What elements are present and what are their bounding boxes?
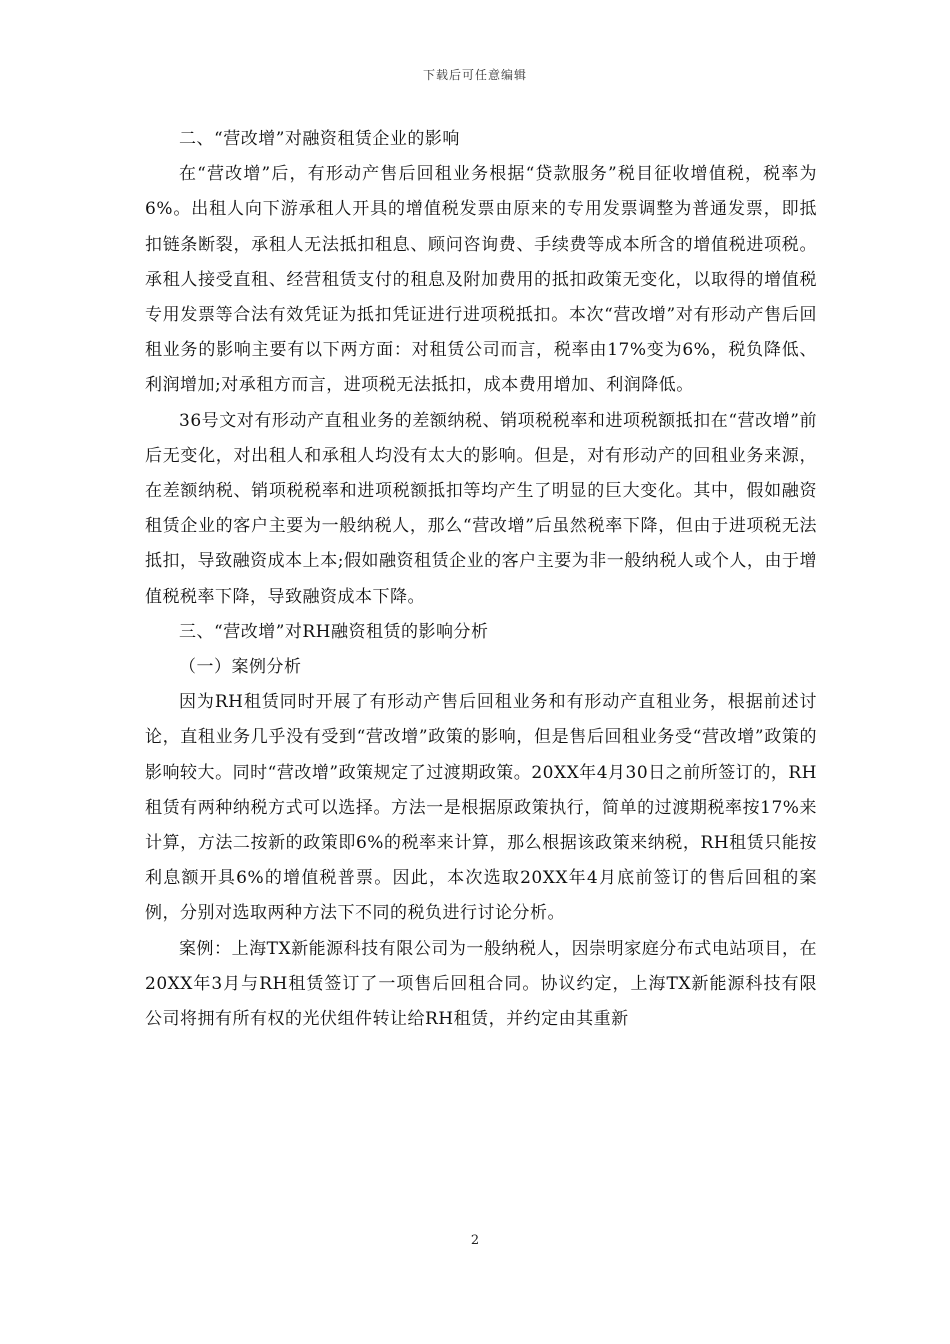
paragraph-vat-impact: 在“营改增”后，有形动产售后回租业务根据“贷款服务”税目征收增值税，税率为6%。出租人向下游承租人开具的增值税发票由原来的专用发票调整为普通发票，即抵扣链条断裂，承租人无法抵扣租息、顾问咨询费、手续费等成本所含的增值税进项税。承租人接受直租、经营租赁支付的租息及附加费用的抵扣政策无变化，以取得的增值税专用发票等合法有效凭证为抵扣凭证进行进项税抵扣。本次“营改增”对有形动产售后回租业务的影响主要有以下两方面：对租赁公司而言，税率由17%变为6%，税负降低、利润增加;对承租方而言，进项税无法抵扣，成本费用增加、利润降低。: [145, 164, 817, 396]
section-heading-3: 三、“营改增”对RH融资租赁的影响分析: [179, 621, 489, 642]
paragraph-rh-leasing: 因为RH租赁同时开展了有形动产售后回租业务和有形动产直租业务，根据前述讨论，直租业务几乎没有受到“营改增”政策的影响，但是售后回租业务受“营改增”政策的影响较大。同时“营改增”政策规定了过渡期政策。20XX年4月30日之前所签订的，RH租赁有两种纳税方式可以选择。方法一是根据原政策执行，简单的过渡期税率按17%来计算，方法二按新的政策即6%的税率来计算，那么根据该政策来纳税，RH租赁只能按利息额开具6%的增值税普票。因此，本次选取20XX年4月底前签订的售后回租的案例，分别对选取两种方法下不同的税负进行讨论分析。: [145, 692, 817, 924]
document-body: [145, 122, 817, 1037]
paragraph-circular-36: 36号文对有形动产直租业务的差额纳税、销项税税率和进项税额抵扣在“营改增”前后无变化，对出租人和承租人均没有太大的影响。但是，对有形动产的回租业务来源，在差额纳税、销项税税率和进项税额抵扣等均产生了明显的巨大变化。其中，假如融资租赁企业的客户主要为一般纳税人，那么“营改增”后虽然税率下降，但由于进项税无法抵扣，导致融资成本上本;假如融资租赁企业的客户主要为非一般纳税人或个人，由于增值税税率下降，导致融资成本下降。: [145, 410, 817, 607]
page-number: 2: [470, 1233, 480, 1248]
page-header-note: 下载后可任意编辑: [422, 68, 527, 82]
subsection-heading-case-analysis: （一）案例分析: [179, 657, 302, 678]
section-heading-2: 二、“营改增”对融资租赁企业的影响: [179, 129, 460, 149]
paragraph-case-example: 案例：上海TX新能源科技有限公司为一般纳税人，因崇明家庭分布式电站项目，在20XX年3月与RH租赁签订了一项售后回租合同。协议约定，上海TX新能源科技有限公司将拥有所有权的光伏组件转让给RH租赁，并约定由其重新: [145, 938, 817, 1030]
